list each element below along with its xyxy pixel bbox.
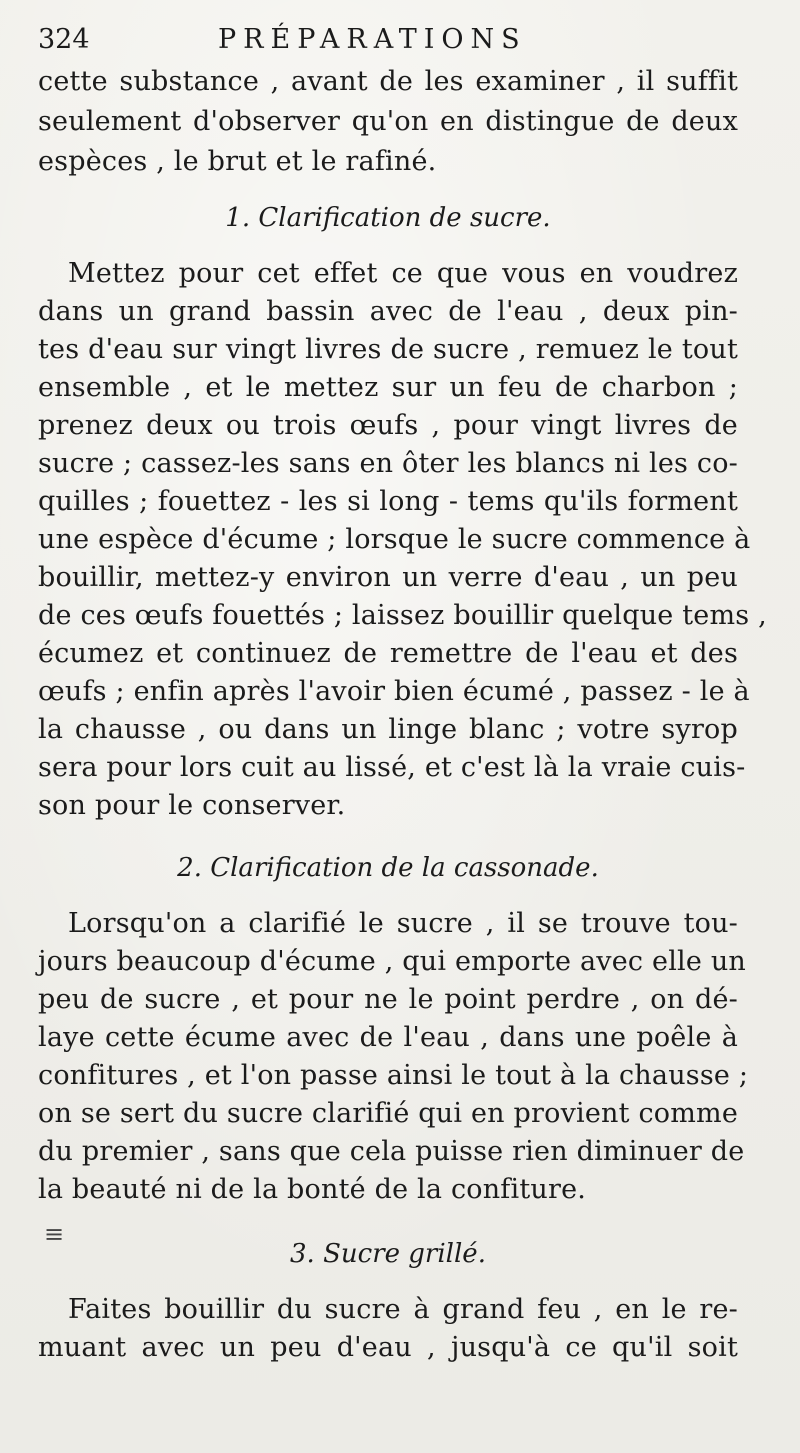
text-line: muant avec un peu d'eau , jusqu'à ce qu'il soit xyxy=(38,1332,738,1363)
page-header xyxy=(38,22,738,58)
text-line: sera pour lors cuit au lissé, et c'est là la vraie cuis- xyxy=(38,752,746,783)
text-line: peu de sucre , et pour ne le point perdre , on dé- xyxy=(38,984,738,1015)
text-line: la chausse , ou dans un linge blanc ; votre syrop xyxy=(38,714,738,745)
text-line: cette substance , avant de les examiner , il suffit xyxy=(38,66,738,97)
text-line: tes d'eau sur vingt livres de sucre , remuez le tout xyxy=(38,334,738,365)
text-line: sucre ; cassez-les sans en ôter les blancs ni les co- xyxy=(38,448,738,479)
text-line: laye cette écume avec de l'eau , dans une poêle à xyxy=(38,1022,738,1053)
text-line: bouillir, mettez-y environ un verre d'eau , un peu xyxy=(38,562,738,593)
text-line: Faites bouillir du sucre à grand feu , en le re- xyxy=(68,1294,738,1325)
text-line: du premier , sans que cela puisse rien diminuer de xyxy=(38,1136,745,1167)
section-title: 3. Sucre grillé. xyxy=(290,1239,486,1269)
text-line: espèces , le brut et le rafiné. xyxy=(38,146,437,177)
text-line: confitures , et l'on passe ainsi le tout à la chausse ; xyxy=(38,1060,749,1091)
running-head: PRÉPARATIONS xyxy=(218,24,527,55)
margin-mark-icon: ≡ xyxy=(44,1220,65,1248)
text-line: jours beaucoup d'écume , qui emporte avec elle un xyxy=(38,946,747,977)
text-line: Mettez pour cet effet ce que vous en voudrez xyxy=(68,258,738,289)
text-line: quilles ; fouettez - les si long - tems qu'ils forment xyxy=(38,486,738,517)
section-title: 1. Clarification de sucre. xyxy=(225,203,551,233)
text-line: on se sert du sucre clarifié qui en provient comme xyxy=(38,1098,739,1129)
text-line: de ces œufs fouettés ; laissez bouillir quelque tems , xyxy=(38,600,767,631)
text-line: écumez et continuez de remettre de l'eau et des xyxy=(38,638,738,669)
text-line: dans un grand bassin avec de l'eau , deux pin- xyxy=(38,296,738,327)
text-line: son pour le conserver. xyxy=(38,790,346,821)
text-line: Lorsqu'on a clarifié le sucre , il se trouve tou- xyxy=(68,908,738,939)
text-line: ensemble , et le mettez sur un feu de charbon ; xyxy=(38,372,738,403)
page-number: 324 xyxy=(38,24,90,55)
text-line: une espèce d'écume ; lorsque le sucre commence à xyxy=(38,524,751,555)
text-line: prenez deux ou trois œufs , pour vingt livres de xyxy=(38,410,738,441)
text-line: seulement d'observer qu'on en distingue de deux xyxy=(38,106,738,137)
section-title: 2. Clarification de la cassonade. xyxy=(177,853,599,883)
text-line: la beauté ni de la bonté de la confiture. xyxy=(38,1174,587,1205)
text-line: œufs ; enfin après l'avoir bien écumé , passez - le à xyxy=(38,676,750,707)
